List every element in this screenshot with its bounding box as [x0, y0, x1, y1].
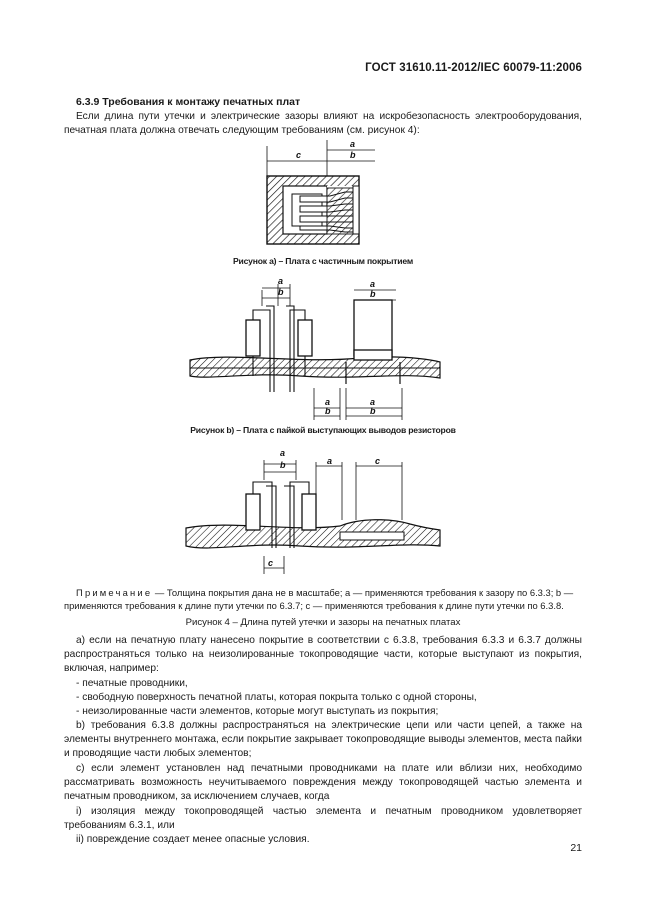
dim-label-a: a	[278, 276, 284, 286]
list-item: - неизолированные части элементов, которые могут выступать из покрытия;	[76, 706, 439, 717]
body-paragraph-ii: ii) повреждение создает менее опасные условия.	[76, 834, 310, 845]
intro-paragraph: Если длина пути утечки и электрические зазоры влияют на искробезопасность электрооборудования, печатная плата должна отвечать следующим требованиям (см. рисунок 4):	[64, 111, 582, 137]
figure-note	[64, 586, 582, 612]
dim-label-c: c	[296, 150, 302, 160]
dim-label-c: c	[375, 456, 381, 466]
dim-label-b: b	[370, 406, 376, 416]
page-number: 21	[570, 842, 582, 854]
dim-label-b: b	[325, 406, 331, 416]
section-title: 6.3.9 Требования к монтажу печатных плат	[76, 96, 301, 108]
dim-label-b: b	[370, 289, 376, 299]
figure-a-caption: Рисунок а) – Плата с частичным покрытием	[232, 256, 413, 266]
standard-header: ГОСТ 31610.11-2012/IEC 60079-11:2006	[365, 62, 582, 74]
dim-label-a: a	[325, 397, 331, 407]
list-item: - свободную поверхность печатной платы, которая покрыта только с одной стороны,	[76, 692, 477, 703]
figure-c-diagram	[0, 444, 646, 578]
body-paragraph-i: i) изоляция между токопроводящей частью элемента и печатным проводником удовлетворяет требованиям 6.3.1, или	[64, 806, 582, 832]
figure-4-title: Рисунок 4 – Длина путей утечки и зазоры на печатных платах	[185, 617, 461, 628]
note-text: — Толщина покрытия дана не в масштабе; a — применяются требования к зазору по 6.3.3; b — применяются требования к длине пути утечки по 6.3.7; c — применяются требования к длине пути утечки по 6.3.8.	[64, 587, 574, 612]
figure-b-diagram	[0, 272, 646, 424]
note-label: Примечание	[76, 587, 153, 598]
figure-a-diagram	[0, 138, 646, 250]
dim-label-a: a	[350, 139, 356, 149]
body-paragraph-c: с) если элемент установлен над печатными проводниками на плате или вблизи них, необходимо рассматривать возможность неучитываемого повреждения между токопроводящей частью элемента и печатным проводником, за исключением случаев, когда	[64, 763, 582, 803]
body-paragraph-b: b) требования 6.3.8 должны распространяться на электрические цепи или части цепей, а также на элементы внутреннего монтажа, если покрытие закрывает токопроводящие выводы элементов, места пайки и проводящие части любых элементов;	[64, 720, 582, 760]
figure-b-caption: Рисунок b) – Плата с пайкой выступающих выводов резисторов	[190, 425, 456, 435]
body-paragraph-a: а) если на печатную плату нанесено покрытие в соответствии с 6.3.8, требования 6.3.3 и 6.3.7 должны распространяться только на неизолированные токопроводящие части, которые выступают из покрытия, включая, например:	[64, 635, 582, 675]
list-item: - печатные проводники,	[76, 678, 188, 689]
dim-label-a: a	[280, 448, 286, 458]
dim-label-c: c	[268, 558, 274, 568]
dim-label-a: a	[370, 279, 376, 289]
dim-label-b: b	[350, 150, 356, 160]
dim-label-b: b	[278, 287, 284, 297]
dim-label-a: a	[327, 456, 333, 466]
dim-label-a: a	[370, 397, 376, 407]
dim-label-b: b	[280, 460, 286, 470]
